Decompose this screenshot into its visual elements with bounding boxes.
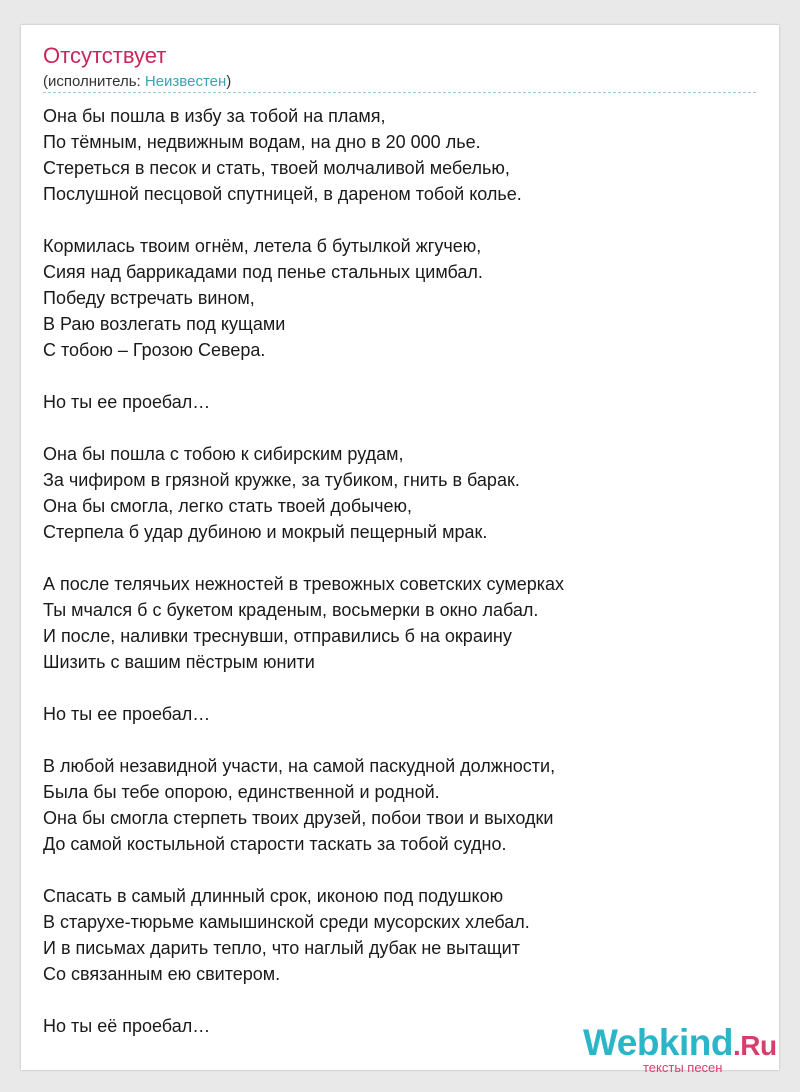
lyrics-line: Ты мчался б с букетом краденым, восьмерки в окно лабал. bbox=[43, 600, 539, 620]
lyrics-line: И после, наливки треснувши, отправились б на окраину bbox=[43, 626, 512, 646]
lyrics-line: Спасать в самый длинный срок, иконою под подушкою bbox=[43, 886, 504, 906]
lyrics-stanza bbox=[43, 753, 763, 857]
lyrics-text bbox=[43, 103, 763, 1065]
lyrics-stanza bbox=[43, 571, 763, 675]
artist-prefix: (исполнитель: bbox=[43, 73, 145, 90]
lyrics-line: Кормилась твоим огнём, летела б бутылкой жгучею, bbox=[43, 236, 482, 256]
lyrics-line: В любой незавидной участи, на самой паскудной должности, bbox=[43, 756, 556, 776]
lyrics-line: Победу встречать вином, bbox=[43, 288, 255, 308]
lyrics-line: В старухе-тюрьме камышинской среди мусорских хлебал. bbox=[43, 912, 530, 932]
lyrics-line: За чифиром в грязной кружке, за тубиком, гнить в барак. bbox=[43, 470, 520, 490]
lyrics-stanza bbox=[43, 233, 763, 363]
webkind-logo bbox=[583, 1022, 777, 1080]
lyrics-line: Она бы пошла с тобою к сибирским рудам, bbox=[43, 444, 404, 464]
header-divider bbox=[43, 92, 756, 93]
lyrics-stanza bbox=[43, 883, 763, 987]
artist-line bbox=[43, 72, 231, 92]
lyrics-line: Со связанным ею свитером. bbox=[43, 964, 281, 984]
lyrics-line: Шизить с вашим пёстрым юнити bbox=[43, 652, 315, 672]
lyrics-line: Послушной песцовой спутницей, в дареном тобой колье. bbox=[43, 184, 522, 204]
lyrics-line: Она бы смогла, легко стать твоей добычею, bbox=[43, 496, 413, 516]
lyrics-line: Стереться в песок и стать, твоей молчаливой мебелью, bbox=[43, 158, 510, 178]
lyrics-line: Но ты её проебал… bbox=[43, 1016, 211, 1036]
lyrics-line: Она бы смогла стерпеть твоих друзей, побои твои и выходки bbox=[43, 808, 554, 828]
song-title: Отсутствует bbox=[43, 43, 167, 68]
lyrics-line: Стерпела б удар дубиною и мокрый пещерный мрак. bbox=[43, 522, 488, 542]
lyrics-stanza bbox=[43, 701, 763, 727]
lyrics-line: По тёмным, недвижным водам, на дно в 20 000 лье. bbox=[43, 132, 481, 152]
lyrics-line: Сияя над баррикадами под пенье стальных цимбал. bbox=[43, 262, 483, 282]
brand-tagline: тексты песен bbox=[643, 1060, 723, 1075]
artist-link[interactable]: Неизвестен bbox=[144, 73, 227, 90]
lyrics-stanza bbox=[43, 389, 763, 415]
artist-suffix: ) bbox=[226, 73, 232, 90]
lyrics-line: Но ты ее проебал… bbox=[43, 704, 211, 724]
lyrics-line: Была бы тебе опорою, единственной и родной. bbox=[43, 782, 440, 802]
brand-tld: .Ru bbox=[733, 1030, 777, 1061]
lyrics-line: Но ты ее проебал… bbox=[43, 392, 211, 412]
lyrics-line: Она бы пошла в избу за тобой на пламя, bbox=[43, 106, 386, 126]
brand-name: Webkind bbox=[583, 1022, 733, 1063]
lyrics-stanza bbox=[43, 441, 763, 545]
lyrics-line: С тобою – Грозою Севера. bbox=[43, 340, 266, 360]
lyrics-line: И в письмах дарить тепло, что наглый дубак не вытащит bbox=[43, 938, 520, 958]
lyrics-line: В Раю возлегать под кущами bbox=[43, 314, 286, 334]
lyrics-stanza bbox=[43, 103, 763, 207]
lyrics-line: А после телячьих нежностей в тревожных советских сумерках bbox=[43, 574, 564, 594]
lyrics-line: До самой костыльной старости таскать за тобой судно. bbox=[43, 834, 507, 854]
